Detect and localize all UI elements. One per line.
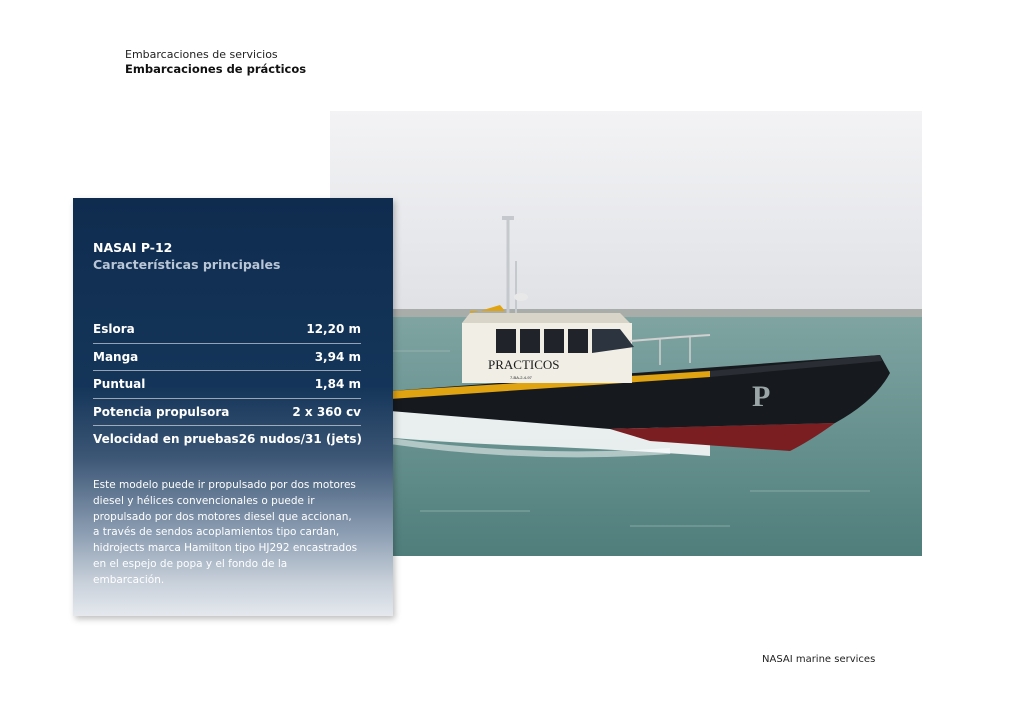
spec-row-potencia: [93, 399, 361, 427]
cabin-window: [544, 329, 564, 353]
spec-row-velocidad: [93, 426, 361, 453]
cabin-window: [496, 329, 516, 353]
spec-value: 2 x 360 cv: [292, 404, 361, 419]
spec-label: Velocidad en pruebas: [93, 432, 239, 447]
page-header: [125, 48, 306, 76]
spec-label: Puntual: [93, 377, 146, 392]
page-title: Embarcaciones de prácticos: [125, 62, 307, 76]
bow-letter: P: [752, 380, 771, 413]
spec-label: Potencia propulsora: [93, 404, 230, 419]
spec-value: 26 nudos/31 (jets): [238, 432, 362, 447]
hull-name: PRACTICOS: [488, 357, 560, 372]
specs-table: [93, 316, 361, 453]
panel-subtitle: Características principales: [93, 257, 281, 272]
spec-row-puntual: [93, 371, 361, 399]
hull-registration: 7-BA-2-4-97: [510, 375, 532, 380]
footer-brand: NASAI marine services: [762, 654, 876, 665]
sky: [330, 111, 922, 316]
spec-label: Eslora: [93, 322, 135, 337]
spec-row-eslora: [93, 316, 361, 344]
spec-value: 3,94 m: [314, 349, 361, 364]
boat-photo: [330, 111, 922, 556]
cabin-window: [568, 329, 588, 353]
cabin-window: [520, 329, 540, 353]
spec-label: Manga: [93, 349, 139, 364]
specs-panel: [73, 198, 393, 616]
description-text: Este modelo puede ir propulsado por dos motores diesel y hélices convencionales o puede ir propulsado por dos motores diesel que accionan, a través de sendos acoplamientos tipo cardan, hidrojects marca Hamilton tipo HJ292 encastrados en el espejo de popa y el fondo de la embarcación.: [93, 479, 358, 586]
spec-row-manga: [93, 344, 361, 372]
spec-value: 1,84 m: [314, 377, 361, 392]
category-label: Embarcaciones de servicios: [125, 48, 278, 61]
model-name: NASAI P-12: [93, 240, 173, 255]
spec-value: 12,20 m: [306, 322, 361, 337]
